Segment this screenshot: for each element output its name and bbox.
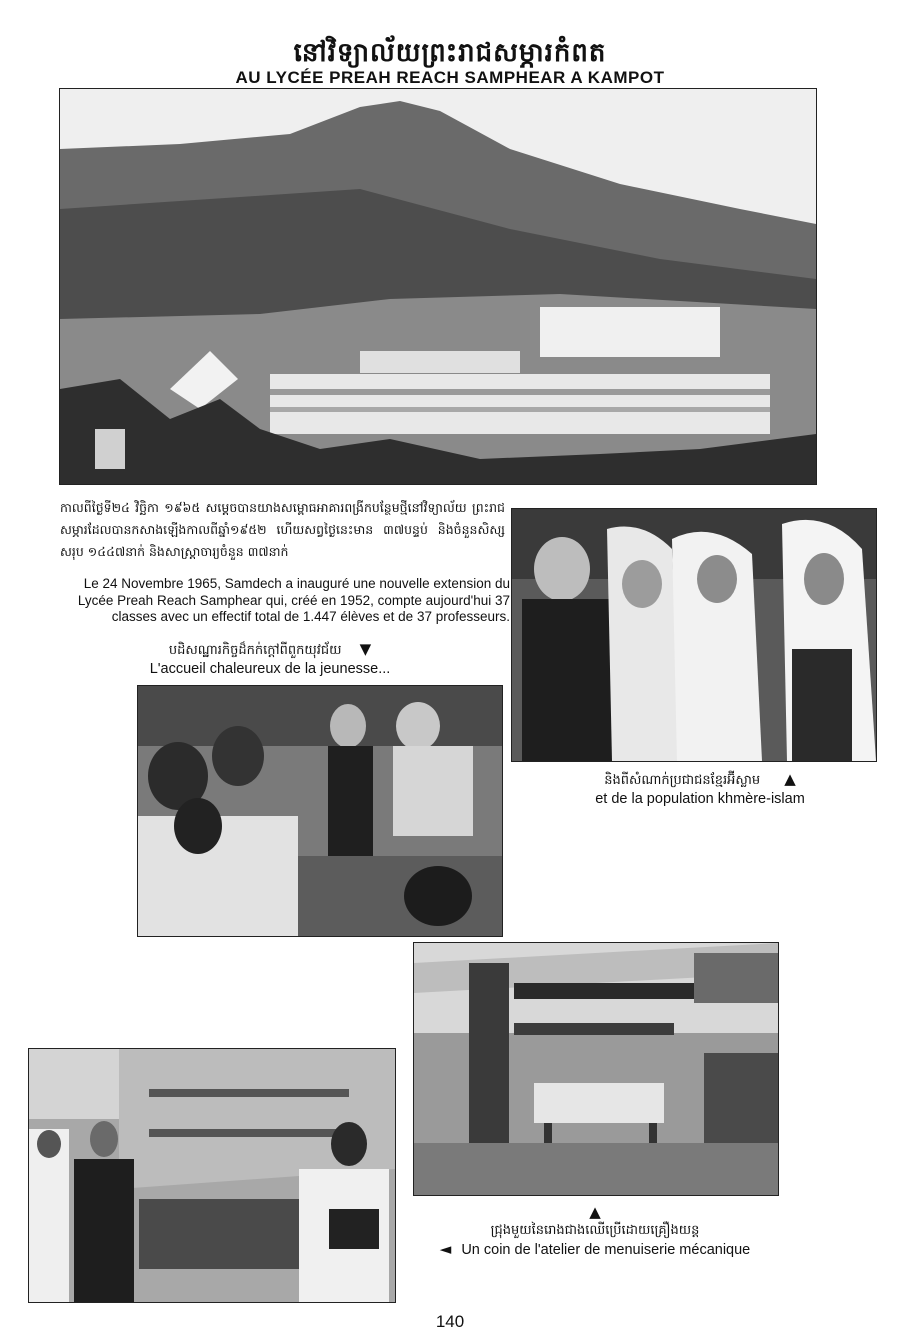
arrow-up-icon: ▲ (784, 770, 796, 788)
page-title-khmer: នៅវិទ្យាល័យព្រះរាជសម្ភារកំពត (293, 38, 607, 68)
caption-youth-french: L'accueil chaleureux de la jeunesse... (149, 661, 391, 677)
page-title-french: AU LYCÉE PREAH REACH SAMPHEAR A KAMPOT (235, 68, 665, 87)
arrow-down-icon: ▼ (359, 640, 372, 658)
caption-workshop-khmer: ជ្រុងមួយនៃរោងជាងឈើប្រើដោយគ្រឿងយន្ត (490, 1223, 700, 1238)
photo-lycee-landscape (59, 88, 817, 485)
caption-youth-welcome (120, 640, 420, 678)
intro-text-khmer: កាលពីថ្ងៃទី២៤ វិច្ឆិកា ១៩៦៥ សម្តេចបានយាងសម្ពោធអាគារពង្រីកបន្ថែមថ្មីនៅវិទ្យាល័យ ព្រះរាជសម្ភារដែលបានកសាងឡើងកាលពីឆ្នាំ១៩៥២ ហើយសព្វថ្ងៃនេះមាន ៣៧បន្ទប់ និងចំនួនសិស្សសរុប ១៤៤៧នាក់ និងសាស្ត្រាចារ្យចំនួន ៣៧នាក់ (60, 500, 505, 559)
caption-khmer-islam (530, 770, 870, 808)
photo-youth-crowd (137, 685, 503, 937)
photo-workshop-machines (413, 942, 779, 1196)
intro-text-french: Le 24 Novembre 1965, Samdech a inauguré une nouvelle extension du Lycée Preah Reach Samphear qui, créé en 1952, compte aujourd'hui 37 classes avec un effectif total de 1.447 élèves et de 37 professeurs. (77, 576, 510, 624)
caption-workshop (400, 1203, 790, 1259)
photo-khmer-islam-welcome (511, 508, 877, 762)
caption-workshop-french: Un coin de l'atelier de menuiserie mécanique (461, 1242, 751, 1258)
arrow-up-icon: ▲ (589, 1203, 601, 1221)
caption-youth-khmer: បដិសណ្ឋារកិច្ចដ៏កក់ក្តៅពីពួកយុវជ័យ (168, 643, 342, 658)
arrow-left-icon: ◄ (439, 1240, 452, 1258)
page-number: 140 (435, 1312, 465, 1331)
photo-workshop-visit (28, 1048, 396, 1303)
caption-islam-khmer: និងពីសំណាក់ប្រជាជនខ្មែរអ៊ីស្លាម (604, 773, 761, 788)
caption-islam-french: et de la population khmère-islam (595, 791, 805, 807)
